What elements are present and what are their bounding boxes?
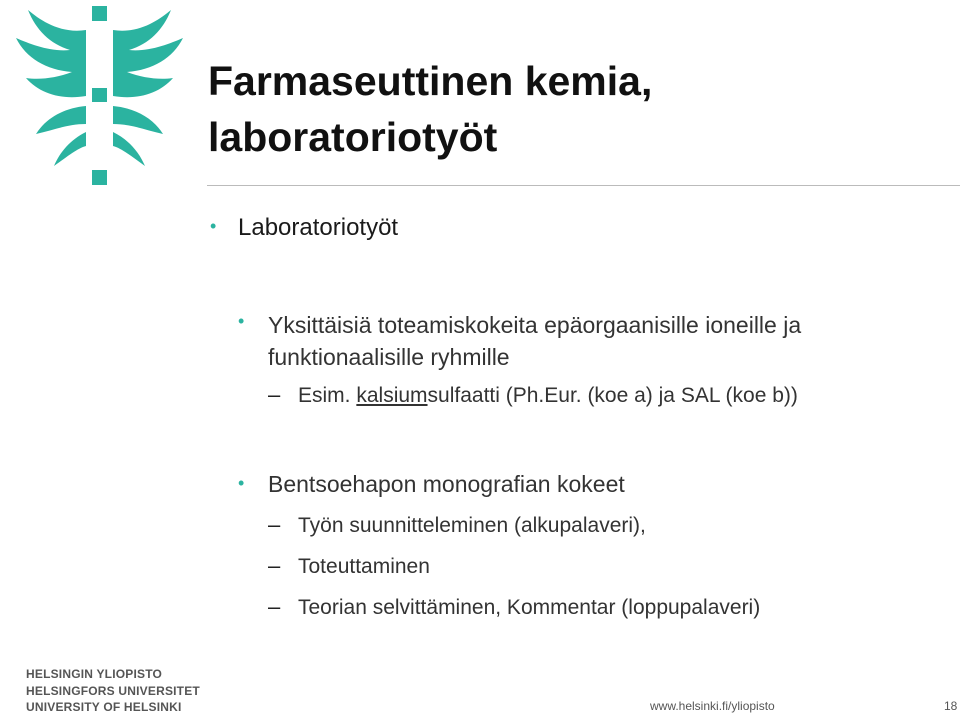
- subpoint-text: Työn suunnitteleminen (alkupalaveri),: [298, 514, 646, 537]
- university-name-en: UNIVERSITY OF HELSINKI: [26, 700, 182, 714]
- kalsium-link[interactable]: kalsium: [356, 384, 428, 407]
- point2-text: Bentsoehapon monografian kokeet: [268, 471, 625, 497]
- university-name-sv: HELSINGFORS UNIVERSITET: [26, 683, 200, 698]
- bullet-dot-icon: •: [210, 216, 217, 236]
- subpoint-text: Teorian selvittäminen, Kommentar (loppupalaveri): [298, 596, 761, 619]
- bullet-dot-icon: •: [238, 473, 245, 493]
- point1-line1: Yksittäisiä toteamiskokeita epäorgaanisille ioneille ja: [268, 312, 802, 338]
- bullet-text: Laboratoriotyöt: [238, 214, 399, 241]
- dash-icon: –: [268, 512, 281, 537]
- title-line-2: laboratoriotyöt: [208, 114, 498, 160]
- university-logo-icon: [0, 0, 205, 195]
- dash-icon: –: [268, 382, 281, 407]
- point1-line2: funktionaalisille ryhmille: [268, 344, 510, 370]
- university-name-fi: HELSINGIN YLIOPISTO: [26, 667, 163, 681]
- footer-url[interactable]: www.helsinki.fi/yliopisto: [650, 699, 775, 713]
- dash-icon: –: [268, 553, 281, 578]
- subpoint-text: Toteuttaminen: [298, 555, 430, 578]
- university-name-block: [26, 666, 200, 716]
- bullet-dot-icon: •: [238, 311, 245, 331]
- subpoint-prefix: Esim.: [298, 384, 357, 407]
- slide-title: [208, 53, 652, 165]
- dash-icon: –: [268, 594, 281, 619]
- title-line-1: Farmaseuttinen kemia,: [208, 58, 653, 104]
- subpoint-rest: sulfaatti (Ph.Eur. (koe a) ja SAL (koe b)): [427, 384, 798, 407]
- title-divider: [207, 185, 960, 186]
- page-number: 18: [944, 699, 958, 713]
